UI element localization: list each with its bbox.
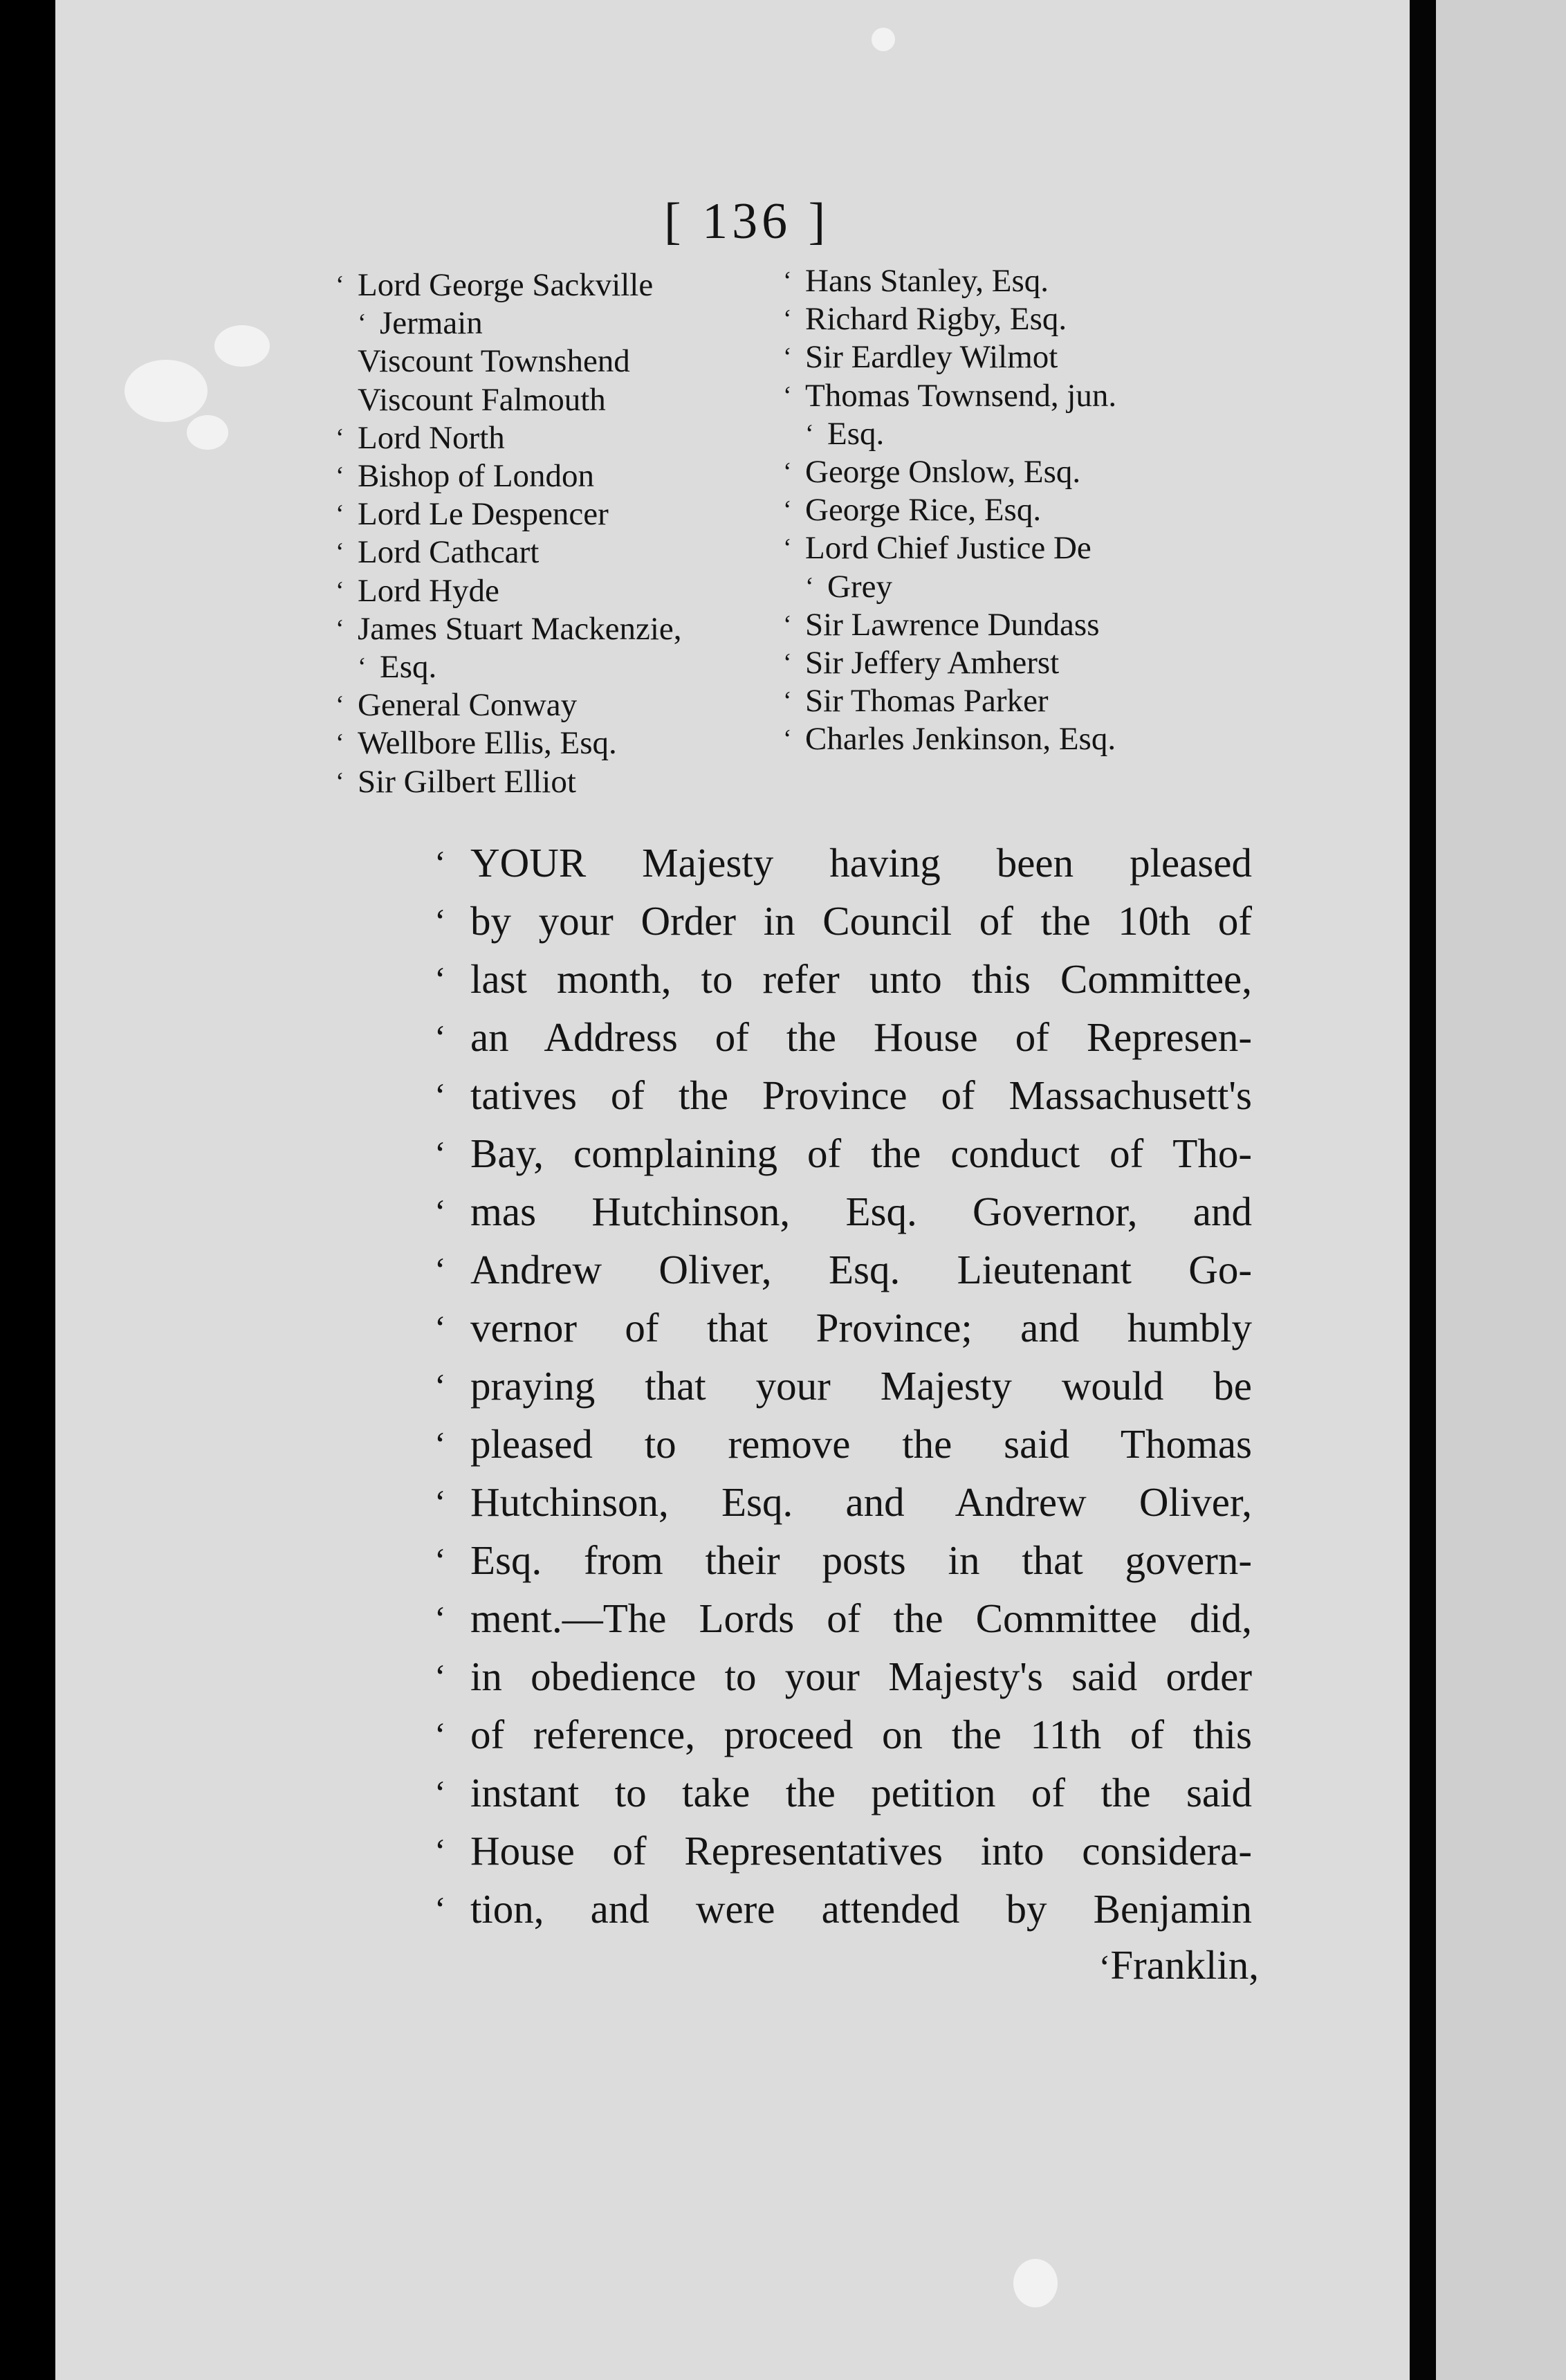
quote-mark [434,892,462,950]
paper-damage-spot [872,28,895,51]
quote-mark [434,1473,462,1531]
quote-mark [434,1357,462,1415]
quote-mark [434,1124,462,1182]
committee-list-right [783,262,1219,759]
page-gutter [1411,0,1436,2380]
quote-mark [434,1647,462,1705]
list-item: ‘ Sir Eardley Wilmot [783,338,1219,376]
list-item: ‘ James Stuart Mackenzie, [335,610,764,648]
list-item: ‘ Richard Rigby, Esq. [783,300,1219,338]
quote-mark [434,1008,462,1066]
quote-mark [434,1705,462,1764]
list-item: ‘ Sir Lawrence Dundass [783,606,1219,644]
list-item: ‘ Esq. [335,648,764,686]
list-item: ‘ Sir Thomas Parker [783,682,1219,720]
list-item: ‘ Lord Cathcart [335,533,764,571]
list-item: ‘ Sir Gilbert Elliot [335,763,764,801]
list-item: ‘ Grey [783,568,1219,606]
list-item: ‘ Jermain [335,304,764,342]
list-item: ‘ Hans Stanley, Esq. [783,262,1219,300]
list-item: ‘ Esq. [783,415,1219,453]
body-paragraph: YOUR Majesty having been pleased by your Order in Council of the 10th of last month, to refer unto this Committee, an Address of the House of Represen- tatives of the Province of Massachusett's Bay, complaining of the conduct of Tho- mas Hutchinson, Esq. Governor, and Andrew Oliver, Esq. Lieutenant Go- vernor of that Province; and humbly praying that your Majesty would be pleased to remove the said Thomas Hutchinson, Esq. and Andrew Oliver, Esq. from their posts in that govern- ment.—The Lords of the Committee did, in obedience to your Majesty's said order of reference, proceed on the 11th of this instant to take the petition of the said House of Representatives into considera- tion, and were attended by Benjamin [470,840,1252,1932]
book-page [55,0,1410,2380]
list-item: Viscount Falmouth [358,381,606,418]
committee-list-left [335,266,764,801]
list-item: ‘ Thomas Townsend, jun. [783,377,1219,415]
running-quote-marks [434,834,462,1938]
list-item: ‘ Bishop of London [335,457,764,495]
paper-damage-spot [214,325,270,367]
paper-damage-spot [1013,2259,1058,2307]
list-item: ‘ Sir Jeffery Amherst [783,644,1219,682]
quote-mark [434,1822,462,1880]
list-item: ‘ Lord Chief Justice De [783,529,1219,567]
catchword: ‘ Franklin, [1051,1941,1259,1989]
paper-damage-spot [187,415,228,450]
quote-mark [434,1880,462,1938]
quote-mark [434,950,462,1008]
list-item: ‘ Wellbore Ellis, Esq. [335,724,764,762]
list-item: ‘ Lord Le Despencer [335,495,764,533]
quote-mark [434,1241,462,1299]
quote-mark [434,1299,462,1357]
list-item: ‘ George Rice, Esq. [783,491,1219,529]
quote-mark [434,1589,462,1647]
facing-page-edge [1436,0,1566,2380]
quote-mark [434,1066,462,1124]
list-item: ‘ Lord North [335,419,764,457]
quote-mark [434,1531,462,1589]
page-number: [ 136 ] [664,193,830,250]
list-item: ‘ General Conway [335,686,764,724]
list-item: Viscount Townshend [358,343,630,380]
list-item: ‘ Lord George Sackville [335,266,764,304]
list-item: ‘ Charles Jenkinson, Esq. [783,720,1219,758]
list-item: ‘ Lord Hyde [335,572,764,610]
quote-mark [434,1415,462,1473]
quote-mark [434,834,462,892]
paper-damage-spot [125,360,208,422]
quote-mark [434,1764,462,1822]
list-item: ‘ George Onslow, Esq. [783,453,1219,491]
quote-mark [434,1182,462,1241]
